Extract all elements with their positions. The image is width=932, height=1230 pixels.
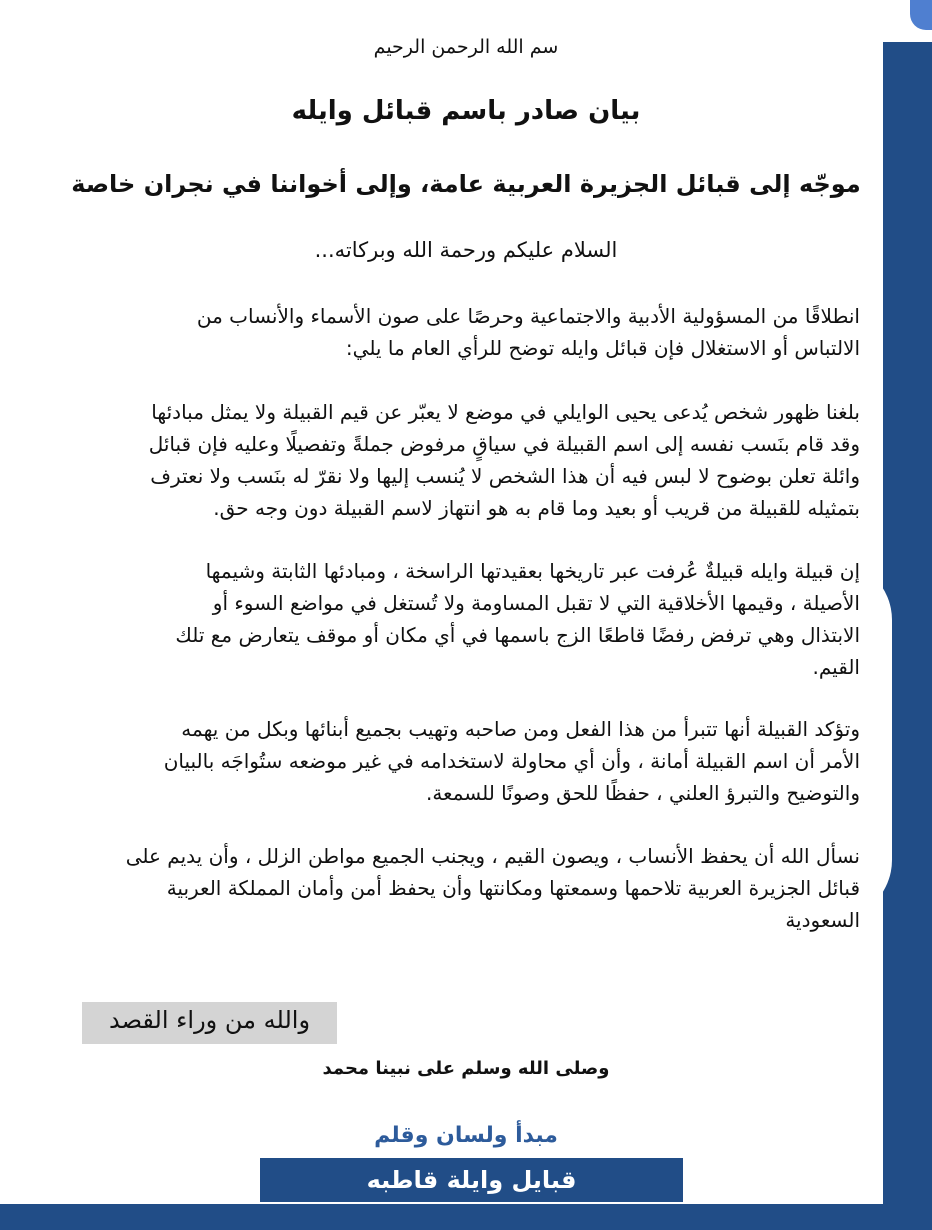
paragraph-line: والتوضيح والتبرؤ العلني ، حفظًا للحق وصونًا للسمعة. — [425, 781, 860, 805]
paragraph-line: إن قبيلة وايله قبيلةٌ عُرفت عبر تاريخها بعقيدتها الراسخة ، ومبادئها الثابتة وشيمها — [205, 559, 860, 583]
statement-subtitle: موجّه إلى قبائل الجزيرة العربية عامة، وإلى أخواننا في نجران خاصة — [71, 170, 861, 198]
paragraph-line: الالتباس أو الاستغلال فإن قبائل وايله توضح للرأي العام ما يلي: — [345, 336, 860, 360]
paragraph-disavowal — [60, 713, 860, 809]
basmala: سم الله الرحمن الرحيم — [373, 36, 559, 58]
paragraph-line: بتمثيله للقبيلة من قريب أو بعيد وما قام به هو انتهاز لاسم القبيلة دون وجه حق. — [213, 496, 860, 520]
paragraph-line: وقد قام بنَسب نفسه إلى اسم القبيلة في سياقٍ مرفوض جملةً وتفصيلًا وعليه فإن قبائل — [148, 432, 860, 456]
paragraph-line: الأصيلة ، وقيمها الأخلاقية التي لا تقبل المساومة ولا تُستغل في مواضع السوء أو — [212, 591, 860, 615]
signature-banner: قبايل وايلة قاطبه — [260, 1158, 683, 1202]
paragraph-prayer — [60, 840, 860, 936]
greeting: السلام عليكم ورحمة الله وبركاته... — [314, 238, 618, 262]
paragraph-line: وتؤكد القبيلة أنها تتبرأ من هذا الفعل ومن صاحبه وتهيب بجميع أبنائها وبكل من يهمه — [181, 717, 860, 741]
salawat-line: وصلى الله وسلم على نبينا محمد — [322, 1058, 610, 1079]
paragraph-line: وائلة تعلن بوضوح لا لبس فيه أن هذا الشخص لا يُنسب إليها ولا نقرّ له بنَسب ولا نعترف — [150, 464, 860, 488]
paragraph-line: الابتذال وهي ترفض رفضًا قاطعًا الزج باسمها في أي مكان أو موقف يتعارض مع تلك — [175, 623, 860, 647]
paragraph-line: انطلاقًا من المسؤولية الأدبية والاجتماعية وحرصًا على صون الأسماء والأنساب من — [196, 304, 860, 328]
closing-phrase: والله من وراء القصد — [108, 1006, 311, 1034]
statement-title: بيان صادر باسم قبائل وايله — [291, 96, 641, 126]
paragraph-line: الأمر أن اسم القبيلة أمانة ، وأن أي محاولة لاستخدامه في غير موضعه ستُواجَه بالبيان — [163, 749, 860, 773]
paragraph-values — [60, 555, 860, 683]
paragraph-intro — [60, 300, 860, 364]
paragraph-line: نسأل الله أن يحفظ الأنساب ، ويصون القيم ، ويجنب الجميع مواطن الزلل ، وأن يديم على — [125, 844, 860, 868]
paragraph-incident — [60, 396, 860, 524]
paragraph-line: قبائل الجزيرة العربية تلاحمها وسمعتها ومكانتها وأن يحفظ أمن وأمان المملكة العربية — [166, 876, 860, 900]
paragraph-line: بلغنا ظهور شخص يُدعى يحيى الوايلي في موضع لا يعبّر عن قيم القبيلة ولا يمثل مبادئها — [151, 400, 860, 424]
paragraph-line: السعودية — [785, 908, 860, 932]
paragraph-line: القيم. — [812, 655, 860, 679]
motto: مبدأ ولسان وقلم — [374, 1123, 558, 1148]
